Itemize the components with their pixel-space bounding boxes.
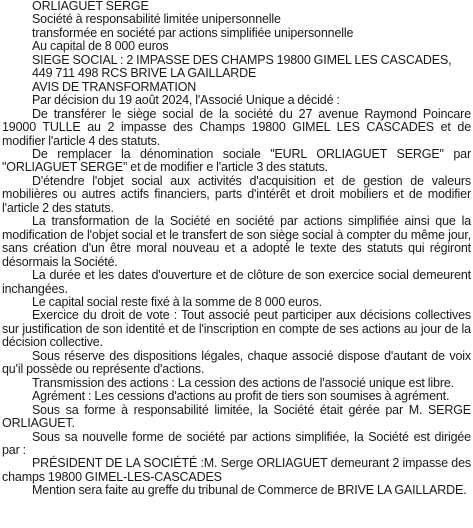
paragraph-decision-date: Par décision du 19 août 2024, l'Associé Unique a décidé : <box>32 93 340 108</box>
paragraph-president: PRÉSIDENT DE LA SOCIÉTÉ :M. Serge ORLIAGUET demeurant 2 impasse des champs 19800 GIMEL-LES-CASCADES <box>2 456 471 484</box>
notice-heading: AVIS DE TRANSFORMATION <box>32 79 197 94</box>
paragraph-former-management: Sous sa forme à responsabilité limitée, la Société était gérée par M. SERGE ORLIAGUET. <box>2 402 471 431</box>
company-transformation-form: transformée en société par actions simplifiée unipersonnelle <box>32 25 354 40</box>
paragraph-company-name-change: De remplacer la dénomination sociale "EURL ORLIAGUET SERGE" par "ORLIAGUET SERGE" et de modifier e l'article 3 des statuts. <box>2 146 471 175</box>
company-registered-office: SIEGE SOCIAL : 2 IMPASSE DES CHAMPS 19800 GIMEL LES CASCADES, <box>32 52 452 67</box>
paragraph-registry-mention: Mention sera faite au greffe du tribunal de Commerce de BRIVE LA GAILLARDE. <box>32 483 467 498</box>
paragraph-transformation: La transformation de la Société en société par actions simplifiée ainsi que la modification de l'objet social et le transfert de son siège social à compter du même jour, sans création d'un être moral nouveau et a adopté le texte des statuts qui régiront désormais la Société. <box>2 214 471 269</box>
company-name: ORLIAGUET SERGE <box>32 0 149 13</box>
paragraph-share-capital: Le capital social reste fixé à la somme de 8 000 euros. <box>32 294 323 309</box>
paragraph-fiscal-year: La durée et les dates d'ouverture et de clôture de son exercice social demeurent inchangées. <box>2 268 471 296</box>
paragraph-votes-per-share: Sous réserve des dispositions légales, chaque associé dispose d'autant de voix qu'il possède ou représente d'actions. <box>2 348 471 377</box>
paragraph-new-management: Sous sa nouvelle forme de société par actions simplifiée, la Société est dirigée par : <box>2 429 471 457</box>
paragraph-share-transfer: Transmission des actions : La cession des actions de l'associé unique est libre. <box>32 375 454 390</box>
company-capital: Au capital de 8 000 euros <box>32 39 169 54</box>
paragraph-approval: Agrément : Les cessions d'actions au profit de tiers son soumises à agrément. <box>32 389 450 404</box>
paragraph-corporate-purpose: D'étendre l'objet social aux activités d'acquisition et de gestion de valeurs mobilières ou autres actifs financiers, parts d'intérêt et droit mobiliers et de modifier l'article 2 des statuts. <box>2 173 471 215</box>
paragraph-voting-rights: Exercice du droit de vote : Tout associé peut participer aux décisions collectives sur justification de son identité et de l'inscription en compte de ses actions au jour de la décision collective. <box>2 308 471 350</box>
paragraph-registered-office-transfer: De transférer le siège social de la société du 27 avenue Raymond Poincare 19000 TULLE au 2 impasse des Champs 19800 GIMEL LES CASCADES et de modifier l'article 4 des statuts. <box>2 106 471 148</box>
company-rcs-number: 449 711 498 RCS BRIVE LA GAILLARDE <box>32 66 257 81</box>
company-legal-form: Société à responsabilité limitée unipersonnelle <box>32 12 281 27</box>
